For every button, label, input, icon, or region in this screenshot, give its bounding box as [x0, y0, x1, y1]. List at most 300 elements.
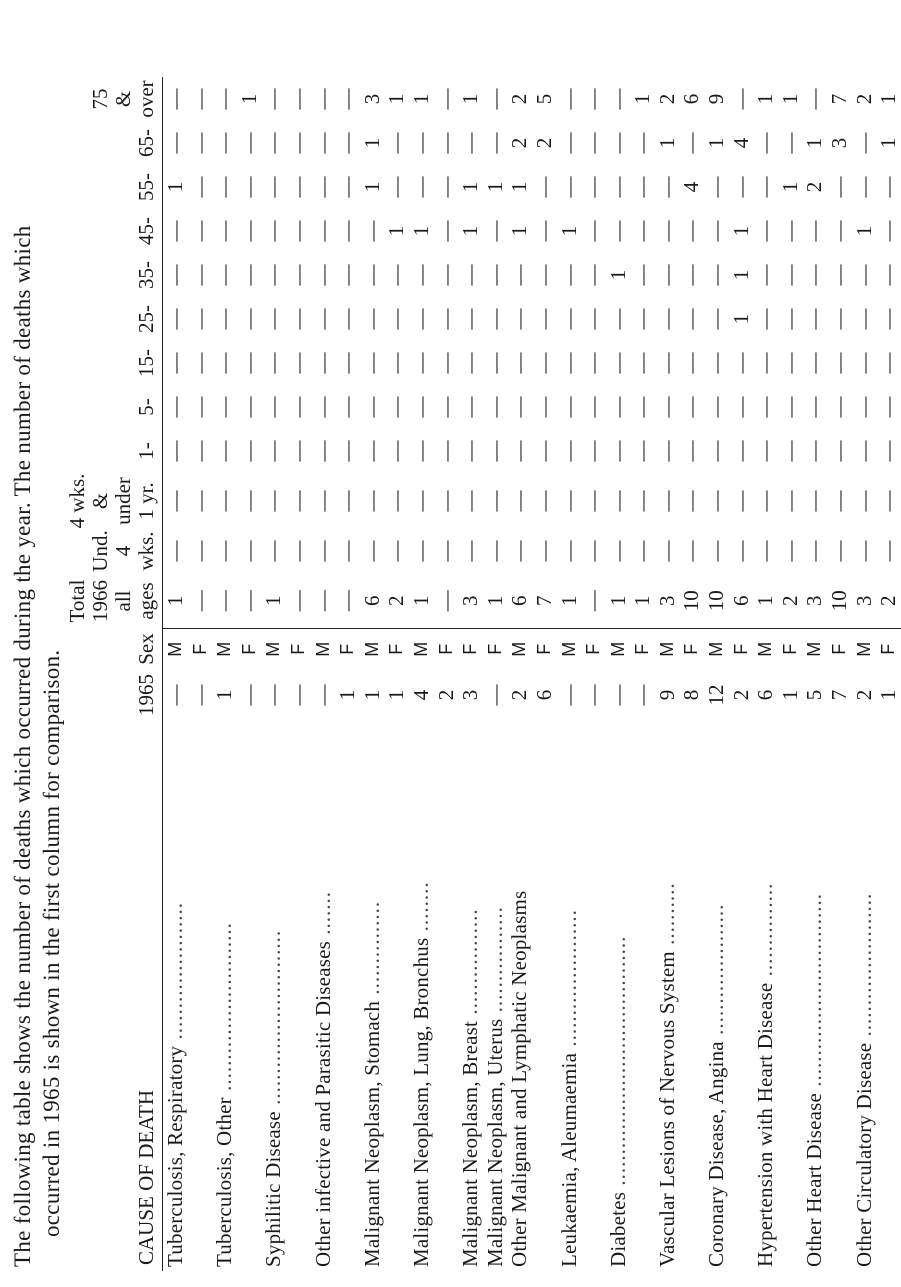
value-cell-und4: — [335, 540, 360, 562]
value-cell-a65: — [408, 132, 433, 154]
value-cell-und4: — [704, 540, 729, 562]
leader-dots: ...................... [163, 902, 187, 1046]
cause-cell [704, 721, 729, 1271]
header-4wk-line-1: 4 wks. [65, 473, 89, 529]
table-row [286, 77, 311, 1271]
value-cell-a75: — [212, 88, 237, 110]
cause-cell [360, 721, 385, 1271]
sex-cell: F [287, 643, 308, 655]
header-age-45: 45- [66, 209, 163, 253]
value-cell-a1: — [802, 440, 827, 462]
value-cell-a1: — [482, 440, 507, 462]
value-cell-a45: — [802, 220, 827, 242]
value-cell-und4: — [163, 540, 187, 562]
value-cell-a65: — [163, 132, 187, 154]
value-cell-a45: — [630, 220, 655, 242]
value-cell-a15: — [163, 352, 187, 374]
value-cell-a1: — [728, 440, 753, 462]
value-cell-a15: — [777, 352, 802, 374]
value-cell-a55: — [531, 176, 556, 198]
value-cell-a75: — [482, 88, 507, 110]
value-cell-a1: — [630, 440, 655, 462]
value-cell-wk4: — [285, 490, 310, 512]
value-cell-wk4: — [876, 490, 901, 512]
value-cell-a35: — [679, 264, 704, 286]
deaths-table [66, 77, 901, 1271]
value-cell-a15: — [212, 352, 237, 374]
value-cell-y1965: 2 [507, 689, 532, 701]
cause-cell [409, 721, 434, 1271]
value-cell-a65: 2 [531, 137, 556, 149]
header-total-line-2: 1966 [88, 580, 112, 622]
value-cell-y1965: 1 [335, 689, 360, 701]
value-cell-a15: — [285, 352, 310, 374]
value-cell-a65: 4 [728, 137, 753, 149]
value-cell-a1: — [384, 440, 409, 462]
header-age-75-line-1: 75 [88, 88, 112, 110]
value-cell-a15: — [876, 352, 901, 374]
table-row [384, 77, 409, 1271]
value-cell-wk4: — [163, 490, 187, 512]
sex-cell: F [779, 643, 800, 655]
value-cell-y1965: — [605, 684, 630, 706]
value-cell-a25: — [310, 308, 335, 330]
value-cell-a45: — [876, 220, 901, 242]
value-cell-total: — [212, 573, 237, 629]
value-cell-a25: — [556, 308, 581, 330]
cause-cell [507, 721, 532, 1271]
leader-dots: ................. [482, 906, 507, 1019]
value-cell-total: 1 [630, 573, 655, 629]
value-cell-wk4: — [654, 490, 679, 512]
table-row [852, 77, 877, 1271]
value-cell-a15: — [704, 352, 729, 374]
value-cell-a55: — [384, 176, 409, 198]
value-cell-wk4: — [359, 490, 384, 512]
table-row [360, 77, 385, 1271]
table-row [507, 77, 532, 1271]
value-cell-wk4: — [458, 490, 483, 512]
value-cell-und4: — [581, 540, 606, 562]
value-cell-y1965: — [261, 684, 286, 706]
sex-cell: F [583, 643, 604, 655]
value-cell-a25: — [704, 308, 729, 330]
value-cell-a65: — [261, 132, 286, 154]
sex-cell: M [706, 641, 727, 657]
value-cell-a45: — [482, 220, 507, 242]
value-cell-a35: — [654, 264, 679, 286]
value-cell-a55: — [408, 176, 433, 198]
leader-dots: ........................... [212, 922, 237, 1098]
cause-label: Tuberculosis, Respiratory [163, 1045, 187, 1267]
value-cell-a75: — [187, 88, 212, 110]
cause-label: Tuberculosis, Other [212, 1097, 237, 1267]
value-cell-und4: — [802, 540, 827, 562]
value-cell-wk4: — [384, 490, 409, 512]
value-cell-a65: — [777, 132, 802, 154]
value-cell-a75: 2 [507, 93, 532, 105]
cause-cell [729, 721, 754, 1271]
value-cell-wk4: — [802, 490, 827, 512]
cause-cell [778, 721, 803, 1271]
value-cell-wk4: — [310, 490, 335, 512]
value-cell-a55: 1 [359, 181, 384, 193]
header-sex: Sex [66, 629, 163, 669]
leader-dots: ........ [408, 881, 433, 938]
value-cell-a75: 1 [777, 93, 802, 105]
value-cell-a45: 1 [851, 225, 876, 237]
sex-cell: F [533, 643, 554, 655]
cause-label: Other infective and Parasitic Diseases [310, 941, 335, 1267]
table-body [163, 77, 901, 1271]
value-cell-und4: — [261, 540, 286, 562]
value-cell-und4: — [285, 540, 310, 562]
value-cell-total: 10 [679, 573, 704, 629]
value-cell-a45: — [679, 220, 704, 242]
value-cell-a5: — [482, 396, 507, 418]
value-cell-total: 3 [655, 573, 680, 629]
value-cell-a45: — [753, 220, 778, 242]
value-cell-a55: — [654, 176, 679, 198]
value-cell-y1965: 1 [777, 689, 802, 701]
value-cell-total: 10 [827, 573, 852, 629]
value-cell-a1: — [605, 440, 630, 462]
header-und4 [66, 529, 163, 573]
value-cell-a55: — [187, 176, 212, 198]
value-cell-a25: — [187, 308, 212, 330]
cause-label: Leukaemia, Aleumaemia [556, 1052, 581, 1267]
sex-cell: M [165, 641, 185, 657]
sex-cell: F [189, 643, 210, 655]
value-cell-a5: — [777, 396, 802, 418]
sex-cell: F [386, 643, 407, 655]
cause-label: Other Heart Disease [802, 1092, 827, 1267]
value-cell-a35: — [704, 264, 729, 286]
value-cell-total: 2 [778, 573, 803, 629]
cause-cell [753, 721, 778, 1271]
value-cell-a75: — [433, 88, 458, 110]
value-cell-a45: — [335, 220, 360, 242]
value-cell-total: 1 [753, 573, 778, 629]
value-cell-a5: — [261, 396, 286, 418]
table-row [606, 77, 631, 1271]
value-cell-a75: — [802, 88, 827, 110]
value-cell-a55: — [605, 176, 630, 198]
value-cell-a5: — [679, 396, 704, 418]
table-row [827, 77, 852, 1271]
sex-cell: M [804, 641, 825, 657]
value-cell-a65: 1 [802, 137, 827, 149]
cause-label: Malignant Neoplasm, Breast [458, 1020, 483, 1267]
value-cell-total: 10 [704, 573, 729, 629]
value-cell-a5: — [335, 396, 360, 418]
value-cell-und4: — [556, 540, 581, 562]
value-cell-a65: 1 [876, 137, 901, 149]
value-cell-a5: — [212, 396, 237, 418]
table-row [532, 77, 557, 1271]
header-age-25: 25- [66, 297, 163, 341]
table-header-row [66, 77, 163, 1271]
value-cell-a45: — [187, 220, 212, 242]
value-cell-und4: — [753, 540, 778, 562]
value-cell-a25: — [261, 308, 286, 330]
table-row [778, 77, 803, 1271]
value-cell-a25: — [654, 308, 679, 330]
value-cell-a55: — [581, 176, 606, 198]
value-cell-a35: — [261, 264, 286, 286]
value-cell-a65: — [482, 132, 507, 154]
value-cell-a25: — [359, 308, 384, 330]
value-cell-a55: — [704, 176, 729, 198]
value-cell-a35: — [187, 264, 212, 286]
value-cell-a15: — [630, 352, 655, 374]
value-cell-und4: — [359, 540, 384, 562]
value-cell-y1965: 9 [654, 689, 679, 701]
value-cell-a1: — [531, 440, 556, 462]
value-cell-a15: — [384, 352, 409, 374]
value-cell-und4: — [531, 540, 556, 562]
value-cell-a45: — [236, 220, 261, 242]
value-cell-y1965: 12 [704, 684, 729, 706]
table-row [557, 77, 582, 1271]
header-und4-line-3: wks. [134, 531, 158, 571]
value-cell-a45: — [827, 220, 852, 242]
value-cell-a25: — [482, 308, 507, 330]
value-cell-wk4: — [408, 490, 433, 512]
value-cell-total: — [434, 573, 459, 629]
value-cell-a1: — [777, 440, 802, 462]
cause-cell [188, 721, 213, 1271]
value-cell-wk4: — [531, 490, 556, 512]
header-cause: CAUSE OF DEATH [66, 721, 163, 1271]
value-cell-a15: — [581, 352, 606, 374]
intro-line-1: The following table shows the number of deaths which occurred during the year. The number of deaths which [10, 225, 35, 1267]
sex-cell: M [656, 641, 677, 657]
value-cell-a25: — [507, 308, 532, 330]
value-cell-wk4: — [212, 490, 237, 512]
value-cell-a35: — [310, 264, 335, 286]
value-cell-a1: — [310, 440, 335, 462]
cause-cell [655, 721, 680, 1271]
leader-dots: ........................................ [605, 935, 630, 1192]
cause-cell [802, 721, 827, 1271]
value-cell-a1: — [458, 440, 483, 462]
sex-cell: F [681, 643, 702, 655]
value-cell-a5: — [285, 396, 310, 418]
value-cell-a75: — [581, 88, 606, 110]
value-cell-a55: — [236, 176, 261, 198]
sex-cell: M [558, 641, 579, 657]
value-cell-y1965: — [163, 684, 187, 706]
value-cell-a65: — [753, 132, 778, 154]
value-cell-a55: — [851, 176, 876, 198]
value-cell-a5: — [433, 396, 458, 418]
value-cell-a55: — [285, 176, 310, 198]
value-cell-a35: — [851, 264, 876, 286]
value-cell-a5: — [753, 396, 778, 418]
value-cell-a15: — [802, 352, 827, 374]
cause-label: Malignant Neoplasm, Lung, Bronchus [408, 937, 433, 1267]
value-cell-a15: — [359, 352, 384, 374]
value-cell-und4: — [728, 540, 753, 562]
header-age-65: 65- [66, 121, 163, 165]
value-cell-a75: 3 [359, 93, 384, 105]
value-cell-a65: — [384, 132, 409, 154]
value-cell-a65: — [236, 132, 261, 154]
value-cell-a5: — [408, 396, 433, 418]
value-cell-a75: — [728, 88, 753, 110]
value-cell-a65: — [851, 132, 876, 154]
value-cell-und4: — [433, 540, 458, 562]
sex-cell: F [337, 643, 358, 655]
value-cell-a65: — [310, 132, 335, 154]
cause-cell [876, 721, 901, 1271]
value-cell-a55: — [827, 176, 852, 198]
value-cell-und4: — [654, 540, 679, 562]
value-cell-a35: — [802, 264, 827, 286]
value-cell-a25: — [408, 308, 433, 330]
value-cell-a45: — [433, 220, 458, 242]
value-cell-a35: — [482, 264, 507, 286]
table-row [679, 77, 704, 1271]
table-row [163, 77, 188, 1271]
value-cell-y1965: — [630, 684, 655, 706]
value-cell-a15: — [236, 352, 261, 374]
sex-cell: M [263, 641, 284, 657]
value-cell-a5: — [163, 396, 187, 418]
value-cell-y1965: — [482, 684, 507, 706]
value-cell-wk4: — [679, 490, 704, 512]
value-cell-a1: — [187, 440, 212, 462]
table-row [729, 77, 754, 1271]
value-cell-und4: — [482, 540, 507, 562]
sex-cell: M [312, 641, 333, 657]
value-cell-a65: — [187, 132, 212, 154]
value-cell-a45: — [581, 220, 606, 242]
value-cell-und4: — [827, 540, 852, 562]
value-cell-total: 2 [876, 573, 901, 629]
value-cell-a15: — [482, 352, 507, 374]
leader-dots: ................. [458, 908, 483, 1021]
value-cell-a45: 1 [408, 225, 433, 237]
value-cell-a1: — [335, 440, 360, 462]
value-cell-a1: — [556, 440, 581, 462]
value-cell-a45: — [359, 220, 384, 242]
value-cell-a65: — [556, 132, 581, 154]
cause-label: Malignant Neoplasm, Uterus [482, 1018, 507, 1267]
value-cell-a35: — [458, 264, 483, 286]
value-cell-a75: 1 [630, 93, 655, 105]
value-cell-y1965: — [556, 684, 581, 706]
value-cell-a45: — [704, 220, 729, 242]
cause-cell [532, 721, 557, 1271]
value-cell-a25: — [212, 308, 237, 330]
leader-dots: ............................ [261, 929, 286, 1112]
value-cell-und4: — [212, 540, 237, 562]
leader-dots: ............... [359, 900, 384, 1001]
header-total-line-1: Total [65, 579, 89, 623]
value-cell-wk4: — [827, 490, 852, 512]
value-cell-a5: — [704, 396, 729, 418]
value-cell-a1: — [753, 440, 778, 462]
value-cell-a5: — [187, 396, 212, 418]
value-cell-a65: 2 [507, 137, 532, 149]
sex-cell: F [435, 643, 456, 655]
value-cell-wk4: — [261, 490, 286, 512]
value-cell-y1965: 1 [359, 689, 384, 701]
value-cell-a75: — [335, 88, 360, 110]
value-cell-a45: 1 [384, 225, 409, 237]
value-cell-total: 6 [360, 573, 385, 629]
value-cell-a25: — [384, 308, 409, 330]
value-cell-a65: 1 [359, 137, 384, 149]
value-cell-a15: — [507, 352, 532, 374]
value-cell-a5: — [581, 396, 606, 418]
value-cell-a55: — [630, 176, 655, 198]
value-cell-a1: — [285, 440, 310, 462]
intro-line-2: occurred in 1965 is shown in the first column for comparison. [39, 649, 64, 1237]
value-cell-a45: 1 [458, 225, 483, 237]
value-cell-a25: — [531, 308, 556, 330]
value-cell-a1: — [236, 440, 261, 462]
value-cell-a75: 1 [236, 93, 261, 105]
value-cell-wk4: — [433, 490, 458, 512]
table-row [409, 77, 434, 1271]
value-cell-a45: — [777, 220, 802, 242]
intro-paragraph [8, 7, 66, 1267]
value-cell-a15: — [827, 352, 852, 374]
cause-cell [679, 721, 704, 1271]
value-cell-a65: — [630, 132, 655, 154]
value-cell-wk4: — [605, 490, 630, 512]
header-und4-line-2: 4 [111, 545, 135, 557]
value-cell-wk4: — [187, 490, 212, 512]
value-cell-wk4: — [704, 490, 729, 512]
cause-cell [483, 721, 508, 1271]
value-cell-total: 1 [483, 573, 508, 629]
header-age-75-line-2: & [111, 90, 135, 108]
value-cell-a5: — [384, 396, 409, 418]
value-cell-a45: — [605, 220, 630, 242]
table-row [876, 77, 901, 1271]
value-cell-a25: 1 [728, 313, 753, 325]
value-cell-und4: — [236, 540, 261, 562]
value-cell-a25: — [827, 308, 852, 330]
value-cell-a45: — [285, 220, 310, 242]
table-row [704, 77, 729, 1271]
sex-cell: M [853, 641, 874, 657]
cause-cell [311, 721, 336, 1271]
value-cell-a25: — [851, 308, 876, 330]
sex-cell: F [878, 643, 899, 655]
value-cell-a55: — [556, 176, 581, 198]
value-cell-a35: — [359, 264, 384, 286]
value-cell-a25: — [802, 308, 827, 330]
value-cell-a5: — [458, 396, 483, 418]
table-row [655, 77, 680, 1271]
value-cell-y1965: — [187, 684, 212, 706]
sex-cell: F [730, 643, 751, 655]
value-cell-total: 1 [409, 573, 434, 629]
table-row [802, 77, 827, 1271]
value-cell-a25: — [458, 308, 483, 330]
value-cell-a65: — [285, 132, 310, 154]
value-cell-wk4: — [556, 490, 581, 512]
value-cell-total: 3 [458, 573, 483, 629]
value-cell-a5: — [556, 396, 581, 418]
value-cell-a75: 2 [654, 93, 679, 105]
header-4wk-line-2: & [88, 492, 112, 510]
